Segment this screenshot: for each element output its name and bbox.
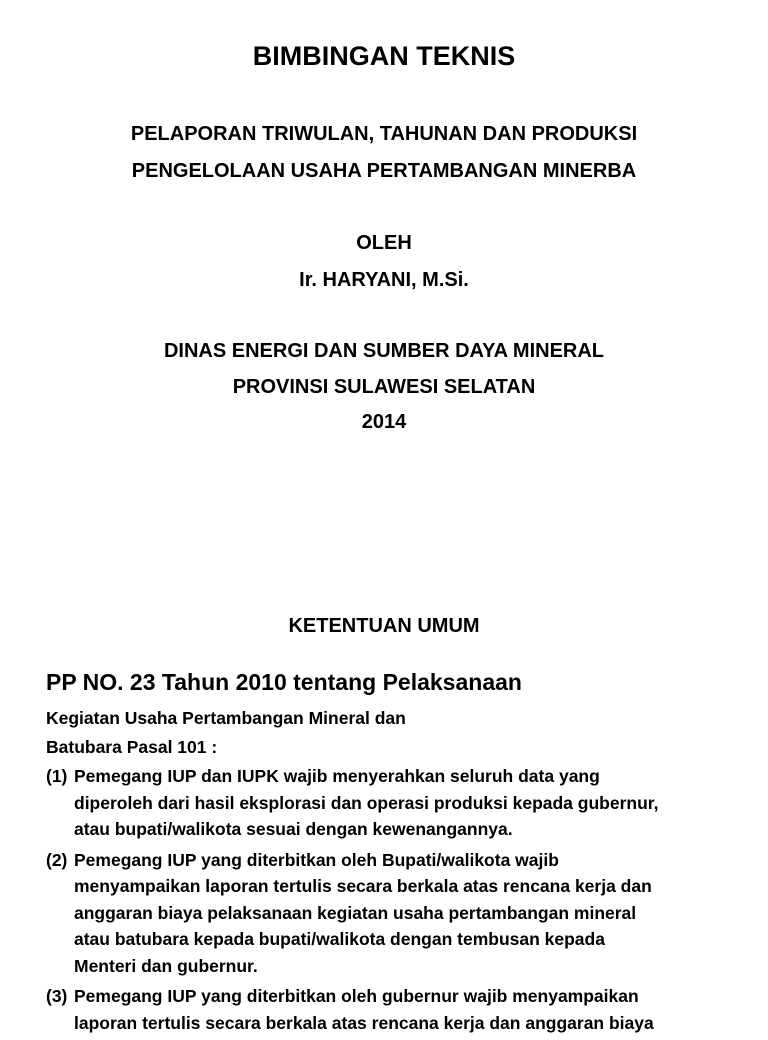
by-label: OLEH [356,232,412,254]
regulation-intro [46,704,406,762]
subtitle-line-1: PELAPORAN TRIWULAN, TAHUNAN DAN PRODUKSI [130,123,638,145]
regulation-heading: PP NO. 23 Tahun 2010 tentang Pelaksanaan [46,669,522,695]
subtitle-line-2: PENGELOLAAN USAHA PERTAMBANGAN MINERBA [131,160,637,182]
article-point-3 [46,983,746,1036]
point-line: Pemegang IUP yang diterbitkan oleh Bupati/walikota wajib [74,849,559,870]
article-point-1 [46,763,746,843]
point-number: (3) [46,986,68,1006]
article-point-2 [46,847,746,980]
point-line: Menteri dan gubernur. [74,955,258,976]
article-points-list [46,763,746,1040]
author-name: Ir. HARYANI, M.Si. [299,269,469,291]
intro-line: Batubara Pasal 101 : [46,737,218,757]
institution-line-2: PROVINSI SULAWESI SELATAN [232,376,536,398]
point-line: menyampaikan laporan tertulis secara berkala atas rencana kerja dan [74,876,652,896]
content-slide [0,560,768,1033]
point-line: Pemegang IUP yang diterbitkan oleh gubernur wajib menyampaikan [74,986,639,1006]
year: 2014 [361,411,407,433]
point-line: diperoleh dari hasil eksplorasi dan operasi produksi kepada gubernur, [74,792,659,813]
point-line: anggaran biaya pelaksanaan kegiatan usaha pertambangan mineral [74,902,637,923]
point-number: (2) [46,849,68,870]
point-line: Pemegang IUP dan IUPK wajib menyerahkan seluruh data yang [74,766,600,786]
point-line: atau batubara kepada bupati/walikota dengan tembusan kepada [74,929,605,949]
intro-line: Kegiatan Usaha Pertambangan Mineral dan [46,708,406,728]
section-title: KETENTUAN UMUM [288,615,480,637]
point-line: atau bupati/walikota sesuai dengan kewenangannya. [74,819,513,839]
slide-title: BIMBINGAN TEKNIS [252,41,516,71]
point-line: laporan tertulis secara berkala atas rencana kerja dan anggaran biaya [74,1012,654,1033]
institution-line-1: DINAS ENERGI DAN SUMBER DAYA MINERAL [163,340,605,362]
point-number: (1) [46,766,68,786]
